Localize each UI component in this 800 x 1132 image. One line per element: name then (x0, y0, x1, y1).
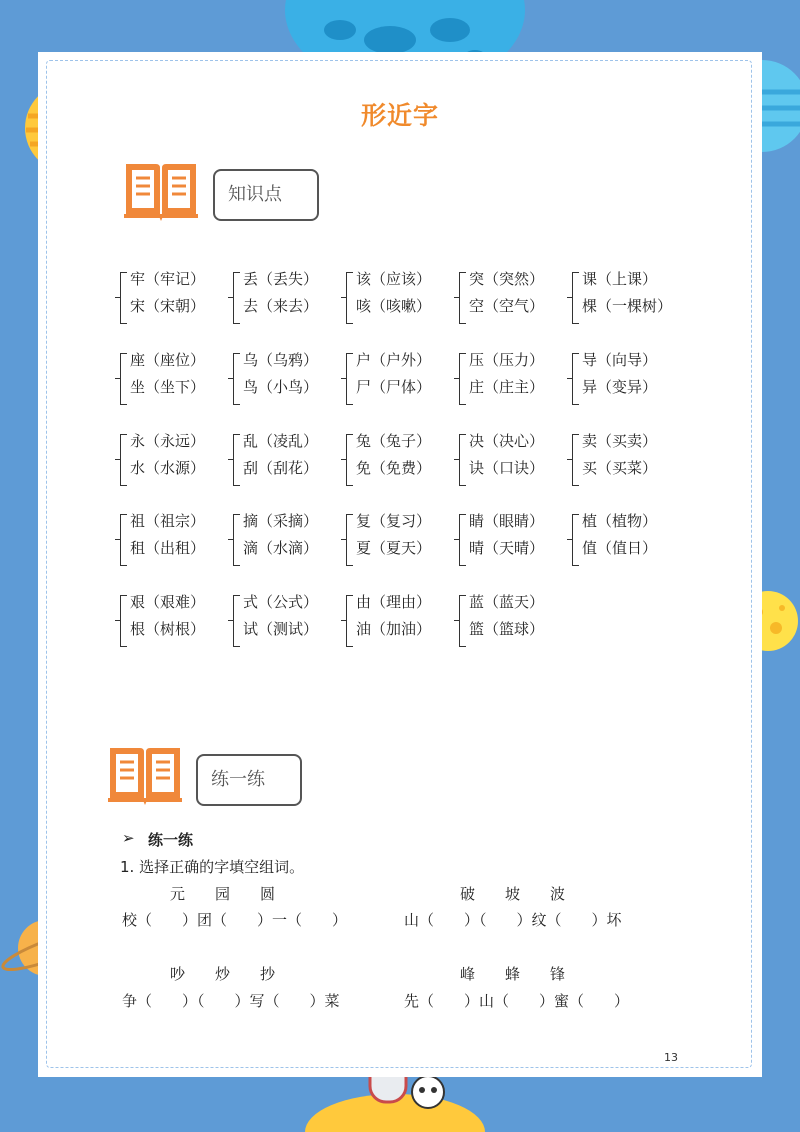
char-entry: 鸟（小鸟） (243, 378, 319, 396)
book-icon (122, 158, 200, 222)
char-entry: 棵（一棵树） (582, 297, 673, 315)
fill-blank-line: 校（ ）团（ ）一（ ） (122, 911, 348, 929)
char-entry: 宋（宋朝） (130, 297, 206, 315)
char-entry: 滴（水滴） (243, 539, 319, 557)
char-entry: 篮（篮球） (469, 620, 545, 638)
choice-characters: 破 坡 波 (460, 885, 566, 903)
char-entry: 植（植物） (582, 512, 658, 530)
section-label-practice: 练一练 (196, 754, 302, 806)
char-entry: 租（出租） (130, 539, 206, 557)
char-entry: 式（公式） (243, 593, 319, 611)
char-entry: 决（决心） (469, 432, 545, 450)
char-entry: 突（突然） (469, 270, 545, 288)
char-entry: 买（买菜） (582, 459, 658, 477)
char-entry: 水（水源） (130, 459, 206, 477)
char-entry: 刮（刮花） (243, 459, 319, 477)
char-entry: 值（值日） (582, 539, 658, 557)
char-entry: 异（变异） (582, 378, 658, 396)
char-entry: 试（测试） (243, 620, 319, 638)
char-entry: 睛（眼睛） (469, 512, 545, 530)
exercise-instruction: 1. 选择正确的字填空组词。 (120, 858, 305, 876)
char-entry: 座（座位） (130, 351, 206, 369)
book-icon (106, 742, 184, 806)
char-entry: 永（永远） (130, 432, 206, 450)
char-entry: 蓝（蓝天） (469, 593, 545, 611)
exercise-heading: 练一练 (148, 831, 194, 849)
bullet-arrow-icon: ➢ (122, 829, 135, 847)
char-entry: 由（理由） (356, 593, 432, 611)
page-title: 形近字 (360, 101, 439, 130)
char-entry: 尸（尸体） (356, 378, 432, 396)
char-entry: 摘（采摘） (243, 512, 319, 530)
char-entry: 卖（买卖） (582, 432, 658, 450)
char-entry: 空（空气） (469, 297, 545, 315)
char-entry: 户（户外） (356, 351, 432, 369)
char-entry: 祖（祖宗） (130, 512, 206, 530)
char-entry: 兔（兔子） (356, 432, 432, 450)
char-entry: 根（树根） (130, 620, 206, 638)
section-label-knowledge: 知识点 (213, 169, 319, 221)
fill-blank-line: 争（ ）（ ）写（ ）菜 (122, 992, 340, 1010)
char-entry: 油（加油） (356, 620, 432, 638)
char-entry: 免（免费） (356, 459, 432, 477)
char-entry: 诀（口诀） (469, 459, 545, 477)
char-entry: 丢（丢失） (243, 270, 319, 288)
fill-blank-line: 先（ ）山（ ）蜜（ ） (404, 992, 630, 1010)
char-entry: 乱（凌乱） (243, 432, 319, 450)
choice-characters: 元 园 圆 (170, 885, 276, 903)
char-entry: 牢（牢记） (130, 270, 206, 288)
choice-characters: 峰 蜂 锋 (460, 965, 566, 983)
char-entry: 导（向导） (582, 351, 658, 369)
char-entry: 晴（天晴） (469, 539, 545, 557)
char-entry: 该（应该） (356, 270, 432, 288)
char-entry: 课（上课） (582, 270, 658, 288)
char-entry: 夏（夏天） (356, 539, 432, 557)
char-entry: 复（复习） (356, 512, 432, 530)
choice-characters: 吵 炒 抄 (170, 965, 276, 983)
char-entry: 艰（艰难） (130, 593, 206, 611)
fill-blank-line: 山（ ）（ ）纹（ ）坏 (404, 911, 622, 929)
char-entry: 咳（咳嗽） (356, 297, 432, 315)
char-entry: 乌（乌鸦） (243, 351, 319, 369)
char-entry: 坐（坐下） (130, 378, 206, 396)
char-entry: 庄（庄主） (469, 378, 545, 396)
char-entry: 压（压力） (469, 351, 545, 369)
char-entry: 去（来去） (243, 297, 319, 315)
page-number: 13 (664, 1051, 678, 1064)
